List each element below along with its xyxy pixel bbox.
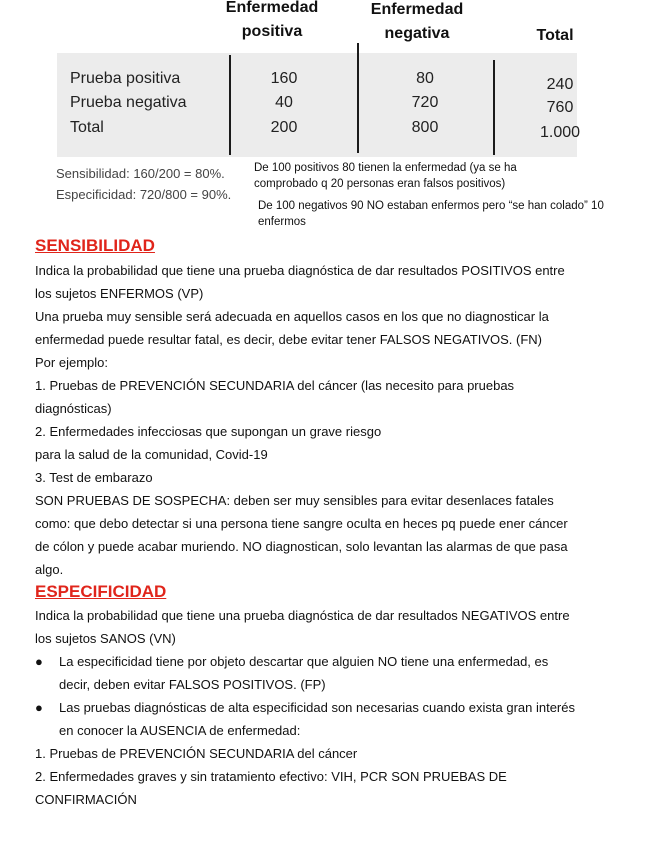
table-cell: 80 — [416, 70, 434, 87]
table-header — [0, 0, 656, 52]
text-line: para la salud de la comunidad, Covid-19 — [35, 447, 268, 462]
table-cell: 760 — [546, 99, 574, 116]
header-total: Total — [536, 27, 574, 44]
table-cell: 720 — [411, 94, 439, 111]
row-label-total: Total — [70, 119, 104, 136]
especificidad-intro — [35, 604, 635, 650]
table-divider — [229, 55, 231, 155]
especificidad-list — [35, 742, 635, 811]
note-positivos: De 100 positivos 80 tienen la enfermedad (ya se ha comprobado q 20 personas eran falsos positivos) — [254, 162, 517, 190]
bullet-icon: ● — [35, 654, 43, 669]
text-line: SON PRUEBAS DE SOSPECHA: deben ser muy sensibles para evitar desenlaces fatales — [35, 493, 554, 508]
text-line: 3. Test de embarazo — [35, 470, 153, 485]
especificidad-formula: Especificidad: 720/800 = 90%. — [56, 187, 232, 202]
text-line: los sujetos ENFERMOS (VP) — [35, 286, 204, 301]
table-cell: 200 — [270, 119, 298, 136]
text-line: La especificidad tiene por objeto descartar que alguien NO tiene una enfermedad, es — [59, 654, 549, 669]
text-line: los sujetos SANOS (VN) — [35, 631, 176, 646]
row-label-prueba-negativa: Prueba negativa — [70, 94, 187, 111]
table-cell: 1.000 — [539, 124, 581, 141]
table-divider — [493, 60, 495, 155]
section-title-sensibilidad: SENSIBILIDAD — [35, 236, 155, 255]
text-line: 2. Enfermedades infecciosas que supongan un grave riesgo — [35, 424, 382, 439]
text-line: enfermedad puede resultar fatal, es decir, debe evitar tener FALSOS NEGATIVOS. (FN) — [35, 332, 542, 347]
text-line: Indica la probabilidad que tiene una prueba diagnóstica de dar resultados NEGATIVOS entre — [35, 608, 570, 623]
text-line: 2. Enfermedades graves y sin tratamiento efectivo: VIH, PCR SON PRUEBAS DE — [35, 769, 507, 784]
table-cell: 160 — [270, 70, 298, 87]
text-line: como: que debo detectar si una persona tiene sangre oculta en heces pq puede ener cáncer — [35, 516, 568, 531]
table-cell: 40 — [275, 94, 293, 111]
sensibilidad-formula: Sensibilidad: 160/200 = 80%. — [56, 166, 225, 181]
text-line: Una prueba muy sensible será adecuada en aquellos casos en los que no diagnosticar la — [35, 309, 549, 324]
text-line: Indica la probabilidad que tiene una prueba diagnóstica de dar resultados POSITIVOS entre — [35, 263, 565, 278]
table-cell: 800 — [411, 119, 439, 136]
section-title-especificidad: ESPECIFICIDAD — [35, 582, 167, 601]
row-label-prueba-positiva: Prueba positiva — [70, 70, 181, 87]
text-line: en conocer la AUSENCIA de enfermedad: — [59, 723, 301, 738]
text-line: Las pruebas diagnósticas de alta especificidad son necesarias cuando exista gran interés — [59, 700, 575, 715]
header-enfermedad-positiva: Enfermedad positiva — [225, 0, 319, 40]
table-cell: 240 — [546, 76, 574, 93]
text-line: Por ejemplo: — [35, 355, 108, 370]
text-line: 1. Pruebas de PREVENCIÓN SECUNDARIA del cáncer (las necesito para pruebas — [35, 378, 515, 393]
text-line: algo. — [35, 562, 64, 577]
text-line: de cólon y puede acabar muriendo. NO diagnostican, solo levantan las alarmas de que pasa — [35, 539, 568, 554]
table-divider — [357, 43, 359, 153]
text-line: decir, deben evitar FALSOS POSITIVOS. (FP) — [59, 677, 326, 692]
text-line: diagnósticas) — [35, 401, 112, 416]
header-enfermedad-negativa: Enfermedad negativa — [370, 1, 464, 42]
bullet-icon: ● — [35, 700, 43, 715]
sensibilidad-text — [35, 259, 635, 581]
note-negativos: De 100 negativos 90 NO estaban enfermos pero “se han colado” 10 enfermos — [258, 200, 604, 228]
text-line: 1. Pruebas de PREVENCIÓN SECUNDARIA del cáncer — [35, 746, 358, 761]
text-line: CONFIRMACIÓN — [35, 792, 137, 807]
